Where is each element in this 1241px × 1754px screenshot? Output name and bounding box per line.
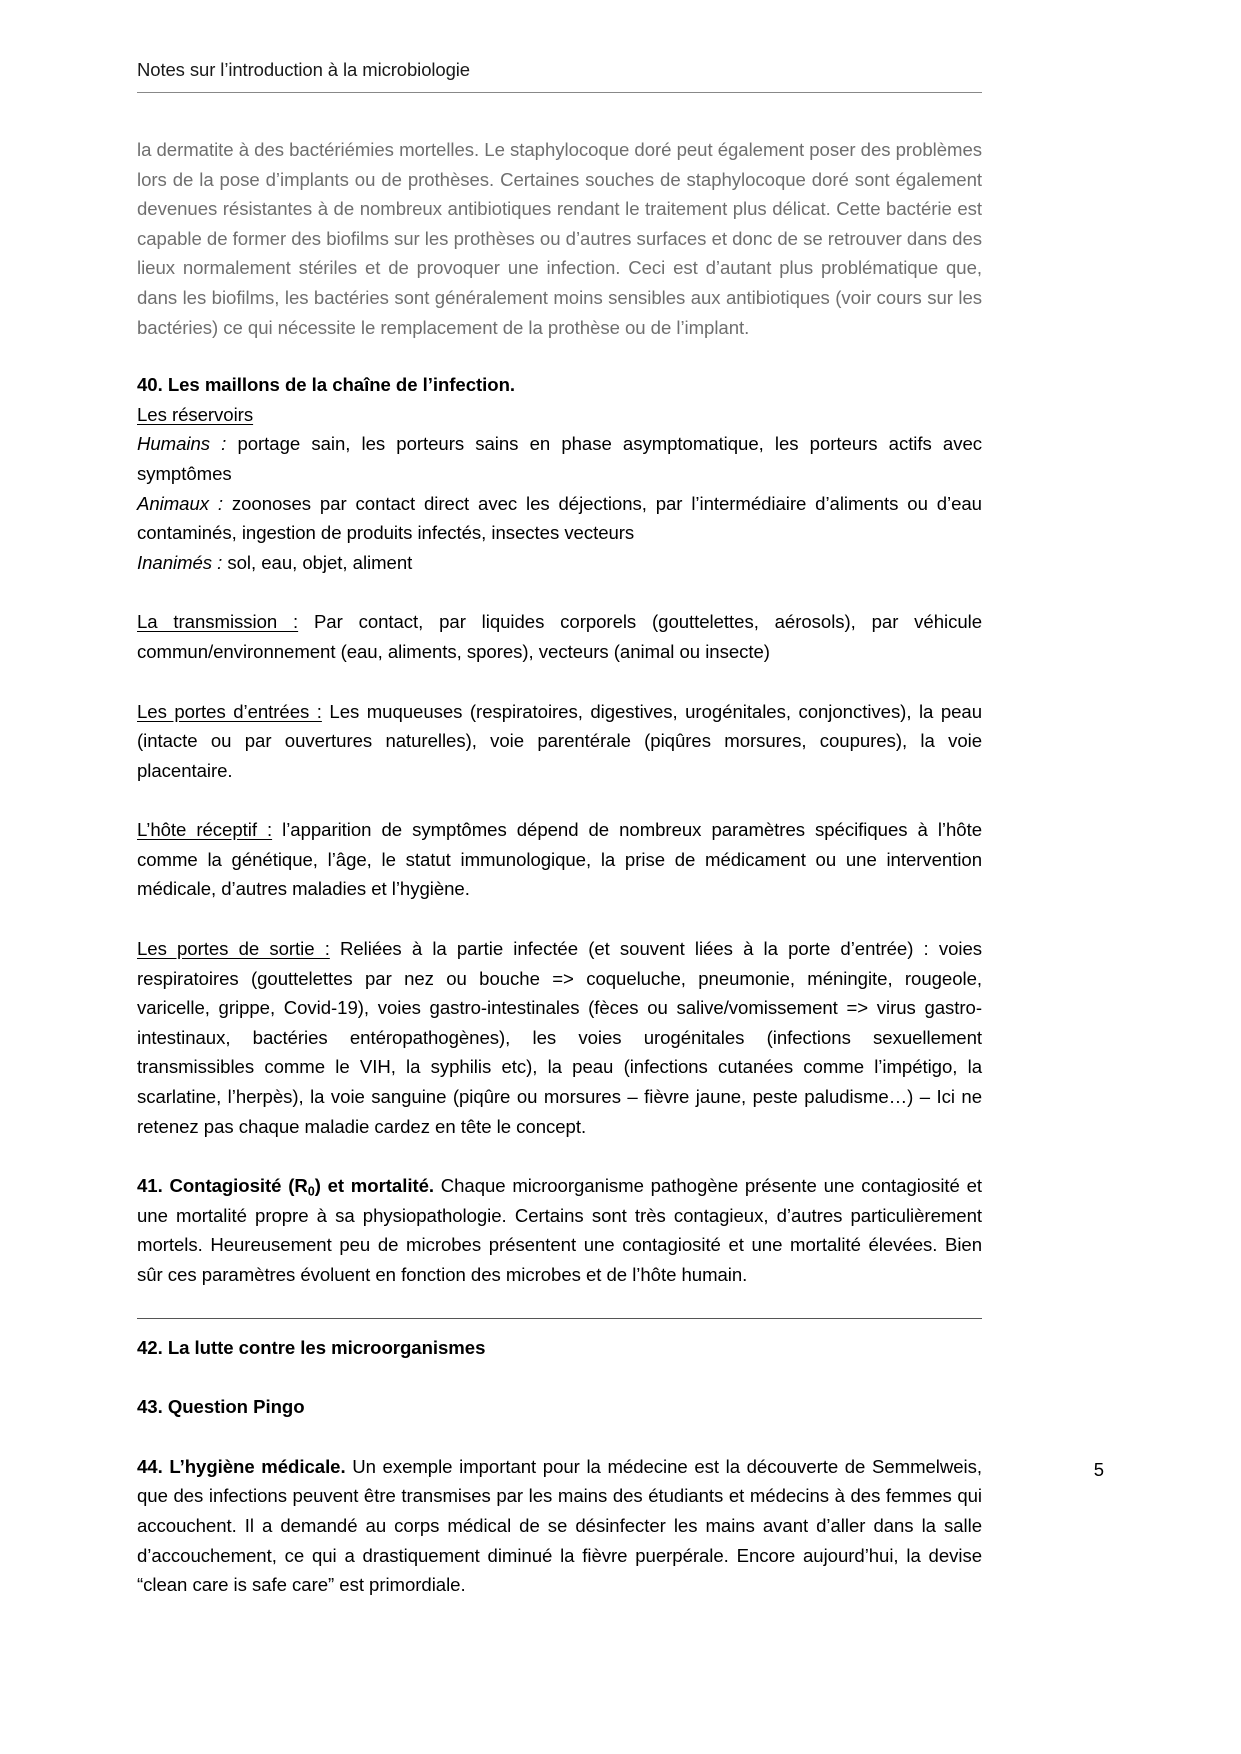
portes-entrees-text: Les muqueuses (respiratoires, digestives, urogénitales, conjonctives), la peau (intacte ou par ouvertures naturelles), voie parentérale (piqûres morsures, coupures), la voie placentaire. [137,700,982,781]
intro-paragraph: la dermatite à des bactériémies mortelles. Le staphylocoque doré peut également poser des problèmes lors de la pose d’implants ou de prothèses. Certaines souches de staphylocoque doré sont également devenues résistantes à de nombreux antibiotiques rendant le traitement plus délicat. Cette bactérie est capable de former des biofilms sur les prothèses ou d’autres surfaces et donc de se retrouver dans des lieux normalement stériles et de provoquer une infection. Ceci est d’autant plus problématique que, dans les biofilms, les bactéries sont généralement moins sensibles aux antibiotiques (voir cours sur les bactéries) ce qui nécessite le remplacement de la prothèse ou de l’implant. [137,139,982,338]
spacer [137,342,982,370]
reservoirs-label: Les réservoirs [137,403,254,425]
portes-sortie-label: Les portes de sortie : [137,938,330,960]
spacer [137,904,982,934]
spacer [137,785,982,815]
section-40-heading: 40. Les maillons de la chaîne de l’infection. [137,374,516,396]
animaux-text: zoonoses par contact direct avec les déjections, par l’intermédiaire d’aliments ou d’eau contaminés, ingestion de produits infectés, insectes vecteurs [137,492,982,544]
portes-sortie-text: Reliées à la partie infectée (et souvent liées à la porte d’entrée) : voies respiratoires (gouttelettes par nez ou bouche => coqueluche, pneumonie, méningite, rougeole, varicelle, grippe, Covid-19), voies gastro-intestinales (fèces ou salive/vomissement => virus gastro-intestinaux, bactéries entéropathogènes), les voies urogénitales (infections sexuellement transmissibles comme le VIH, la syphilis etc), la peau (infections cutanées comme l’impétigo, la scarlatine, l’herpès), la voie sanguine (piqûre ou morsures – fièvre jaune, peste paludisme…) – Ici ne retenez pas chaque maladie cardez en tête le concept. [137,938,982,1137]
section-43-heading: 43. Question Pingo [137,1396,305,1418]
section-41-heading-part1: 41. Contagiosité (R [137,1175,308,1197]
section-41-text: Chaque microorganisme pathogène présente une contagiosité et une mortalité propre à sa physiopathologie. Certains sont très contagieux, d’autres particulièrement mortels. Heureusement peu de microbes présentent une contagiosité et une mortalité élevées. Bien sûr ces paramètres évoluent en fonction des microbes et de l’hôte humain. [137,1175,982,1285]
portes-sortie-paragraph [137,934,982,1141]
animaux-line [137,489,982,548]
transmission-text: Par contact, par liquides corporels (gouttelettes, aérosols), par véhicule commun/environnement (eau, aliments, spores), vecteurs (animal ou insecte) [137,611,982,662]
spacer [137,667,982,697]
page-number: 5 [1093,1459,1104,1480]
hote-receptif-paragraph [137,815,982,904]
inanimes-line [137,548,982,578]
section-44-paragraph [137,1452,982,1600]
portes-entrees-label: Les portes d’entrées : [137,700,322,722]
hote-receptif-label: L’hôte réceptif : [137,819,273,841]
section-44-text: Un exemple important pour la médecine est la découverte de Semmelweis, que des infections peuvent être transmises par les mains des étudiants et médecins à des femmes qui accouchent. Il a demandé au corps médical de se désinfecter les mains avant d’aller dans la salle d’accouchement, ce qui a drastiquement diminué la fièvre puerpérale. Encore aujourd’hui, la devise “clean care is safe care” est primordiale. [137,1455,982,1596]
spacer [137,1319,982,1333]
portes-entrees-paragraph [137,697,982,786]
humains-line [137,429,982,488]
inanimes-text: sol, eau, objet, aliment [222,551,413,573]
humains-text: portage sain, les porteurs sains en phase asymptomatique, les porteurs actifs avec symptômes [137,433,982,484]
spacer [137,1422,982,1452]
spacer [137,1362,982,1392]
spacer [137,577,982,607]
section-41-paragraph [137,1171,982,1289]
transmission-label: La transmission : [137,611,299,633]
document-header: Notes sur l’introduction à la microbiologie [137,58,982,93]
section-42-heading: 42. La lutte contre les microorganismes [137,1336,486,1358]
spacer [137,1141,982,1171]
section-41-heading-part2: ) et mortalité. [314,1175,434,1197]
r-naught-subscript: 0 [307,1184,315,1199]
document-body [137,135,982,1600]
spacer [137,1290,982,1318]
inanimes-label: Inanimés : [137,551,223,573]
section-44-heading: 44. L’hygiène médicale. [137,1455,346,1477]
animaux-label: Animaux : [137,492,223,514]
hote-receptif-text: l’apparition de symptômes dépend de nombreux paramètres spécifiques à l’hôte comme la génétique, l’âge, le statut immunologique, la prise de médicament ou une intervention médicale, d’autres maladies et l’hygiène. [137,819,982,900]
transmission-paragraph [137,607,982,666]
reservoirs-label-line [137,400,982,430]
humains-label: Humains : [137,433,227,455]
section-41-heading [137,1175,434,1199]
